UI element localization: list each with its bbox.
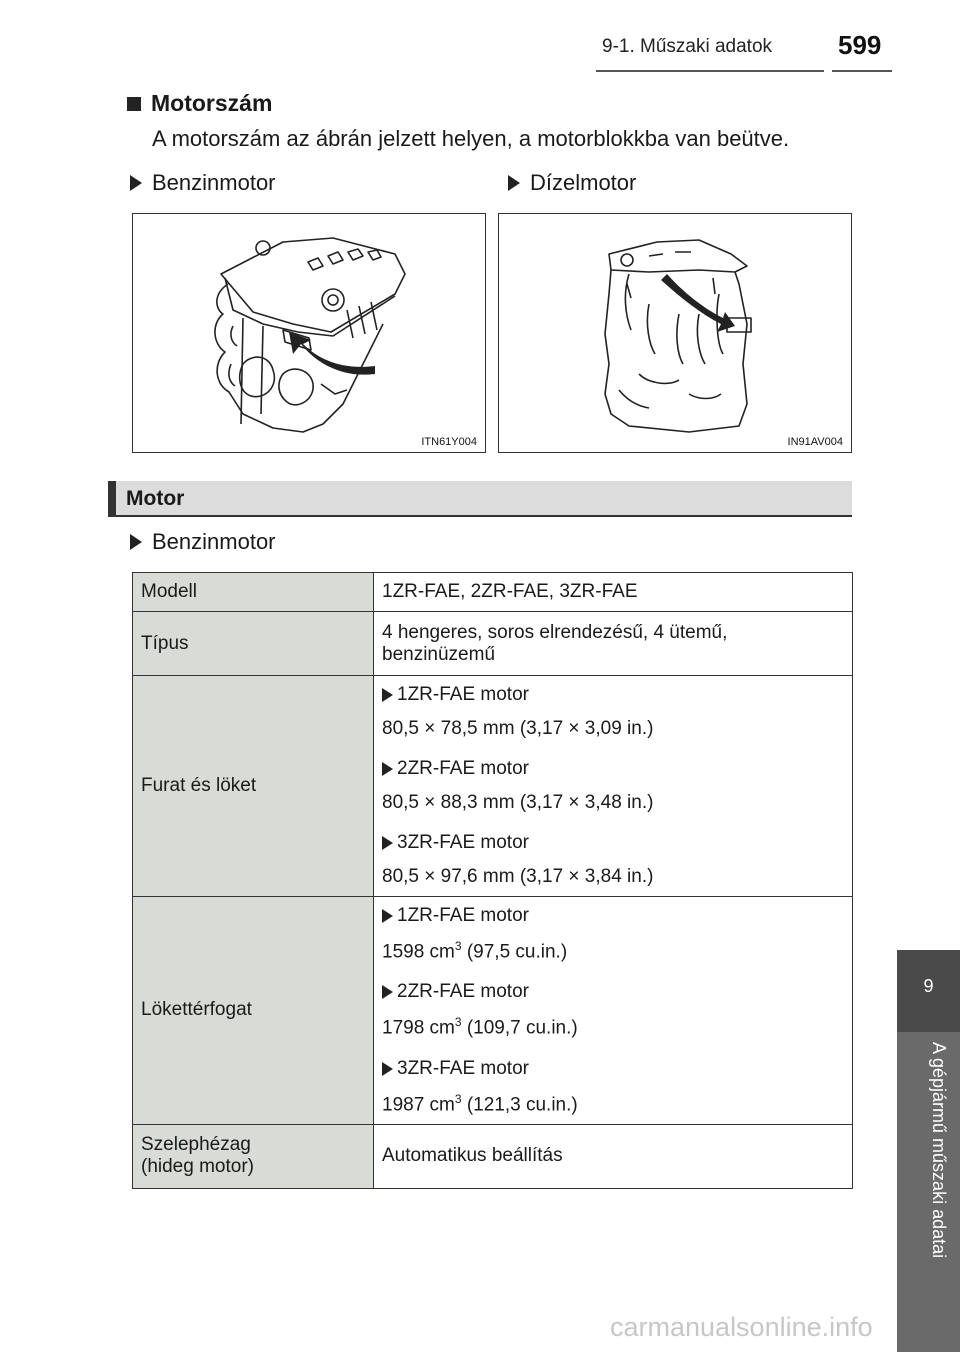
row-label: Lökettérfogat [133,897,374,1125]
bore-1zr: 1ZR-FAE motor 80,5 × 78,5 mm (3,17 × 3,09 in.) [382,684,654,739]
row-value: 4 hengeres, soros elrendezésű, 4 ütemű, benzinüzemű [374,612,853,676]
table-row [133,573,853,612]
petrol-engine-illustration [133,214,487,454]
displacement-3zr: 3ZR-FAE motor 1987 $cm^3$ (121,3 cu.in.) [382,1057,578,1115]
engine-spec-table [132,572,853,1189]
triangle-bullet-icon [508,175,520,191]
triangle-bullet-icon [130,175,142,191]
figure-code: ITN61Y004 [421,436,477,448]
motor-variant-petrol: Benzinmotor [130,529,276,555]
variant-petrol: Benzinmotor [130,170,276,196]
motor-section-band [108,481,852,517]
table-row [133,897,853,1125]
bore-2zr: 2ZR-FAE motor 80,5 × 88,3 mm (3,17 × 3,48 in.) [382,758,654,813]
triangle-bullet-icon [130,534,142,550]
diesel-engine-figure [498,213,852,453]
figure-code: IN91AV004 [787,436,843,448]
petrol-engine-figure [132,213,486,453]
square-bullet-icon [127,97,141,111]
triangle-bullet-icon [382,1062,393,1076]
triangle-bullet-icon [382,762,393,776]
variant-diesel: Dízelmotor [508,170,636,196]
motor-section-title: Motor [126,487,185,510]
displacement-1zr: 1ZR-FAE motor 1598 $cm^3$ (97,5 cu.in.) [382,905,568,963]
engine-number-heading: Motorszám [127,90,272,117]
row-label: Furat és löket [133,676,374,897]
diesel-engine-illustration [499,214,853,454]
table-row [133,676,853,897]
table-row [133,612,853,676]
triangle-bullet-icon [382,836,393,850]
row-value [374,897,853,1125]
row-value [374,676,853,897]
row-value: Automatikus beállítás [374,1124,853,1188]
page-number: 599 [838,30,882,60]
watermark: carmanualsonline.info [610,1312,873,1342]
header-rule [596,70,892,72]
engine-number-text: A motorszám az ábrán jelzett helyen, a motorblokkba van beütve. [152,126,790,151]
triangle-bullet-icon [382,909,393,923]
row-label: Szelephézag (hideg motor) [133,1124,374,1188]
displacement-2zr: 2ZR-FAE motor 1798 $cm^3$ (109,7 cu.in.) [382,981,578,1039]
triangle-bullet-icon [382,688,393,702]
chapter-tab-title[interactable]: A gépjármű műszaki adatai [897,1032,960,1352]
table-row [133,1124,853,1188]
section-header: 9-1. Műszaki adatok [602,36,773,57]
row-label: Típus [133,612,374,676]
row-value: 1ZR-FAE, 2ZR-FAE, 3ZR-FAE [374,573,853,612]
chapter-tab-number[interactable]: 9 [897,950,960,1032]
row-label: Modell [133,573,374,612]
bore-3zr: 3ZR-FAE motor 80,5 × 97,6 mm (3,17 × 3,84 in.) [382,832,654,887]
triangle-bullet-icon [382,985,393,999]
